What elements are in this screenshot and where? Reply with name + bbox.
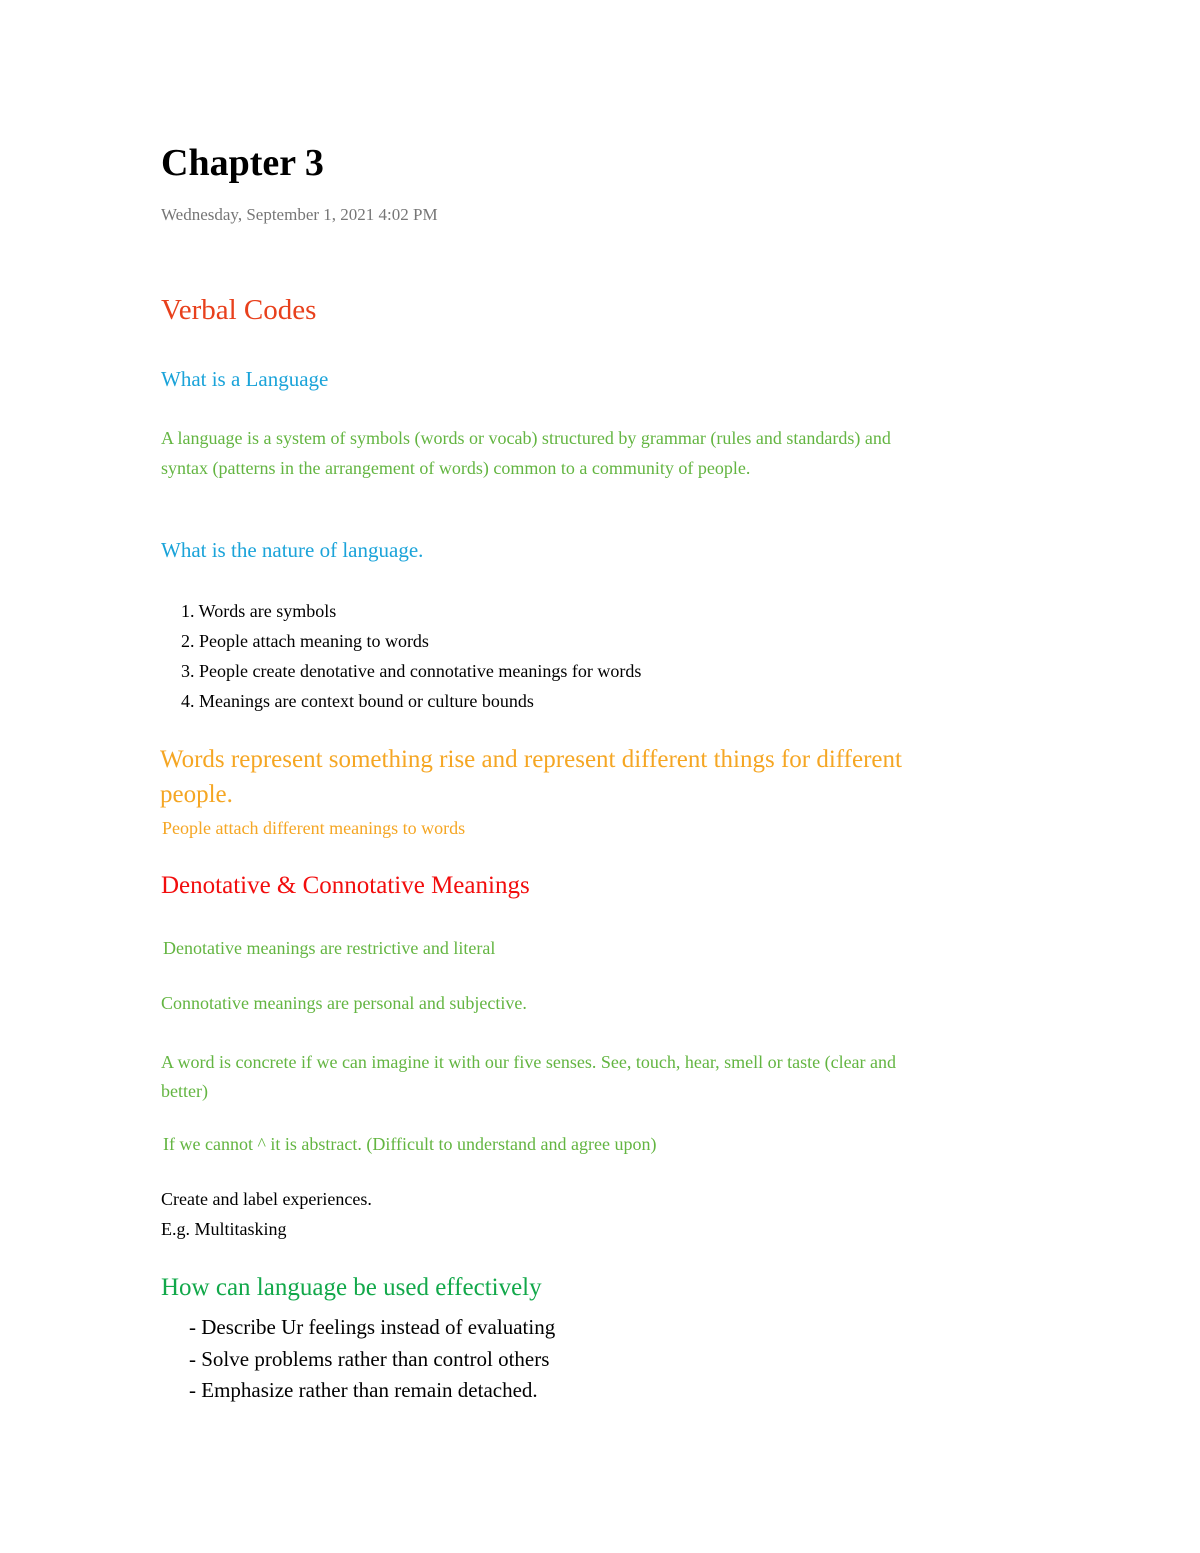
effective-list <box>189 1312 555 1407</box>
page-title: Chapter 3 <box>161 142 324 184</box>
verbal-codes-heading: Verbal Codes <box>161 294 317 326</box>
attach-meanings-text: People attach different meanings to words <box>162 818 466 838</box>
create-label-text: Create and label experiences. <box>161 1189 372 1209</box>
list-item: 2. People attach meaning to words <box>181 631 429 651</box>
connotative-text: Connotative meanings are personal and subjective. <box>161 993 527 1013</box>
nature-list <box>181 596 641 716</box>
note-timestamp: Wednesday, September 1, 2021 4:02 PM <box>161 205 438 224</box>
list-item: 4. Meanings are context bound or culture bounds <box>181 691 534 711</box>
list-item: - Solve problems rather than control others <box>189 1346 550 1371</box>
list-item: - Emphasize rather than remain detached. <box>189 1378 538 1402</box>
list-item: - Describe Ur feelings instead of evaluating <box>189 1315 556 1339</box>
what-is-language-heading: What is a Language <box>161 367 329 391</box>
list-item: 1. Words are symbols <box>181 601 337 621</box>
list-item: 3. People create denotative and connotative meanings for words <box>181 661 642 681</box>
example-text: E.g. Multitasking <box>161 1219 287 1239</box>
concrete-text: A word is concrete if we can imagine it with our five senses. See, touch, hear, smell or taste (clear and better) <box>161 1052 897 1101</box>
nature-of-language-heading: What is the nature of language. <box>161 538 424 562</box>
abstract-text: If we cannot ^ it is abstract. (Difficult to understand and agree upon) <box>163 1134 657 1154</box>
effective-heading: How can language be used effectively <box>161 1274 542 1301</box>
language-definition: A language is a system of symbols (words or vocab) structured by grammar (rules and standards) and syntax (patterns in the arrangement of words) common to a community of people. <box>161 428 891 478</box>
denotative-text: Denotative meanings are restrictive and literal <box>163 938 496 958</box>
words-represent-heading: Words represent something rise and represent different things for different people. <box>160 746 902 808</box>
meanings-heading: Denotative & Connotative Meanings <box>161 872 530 899</box>
